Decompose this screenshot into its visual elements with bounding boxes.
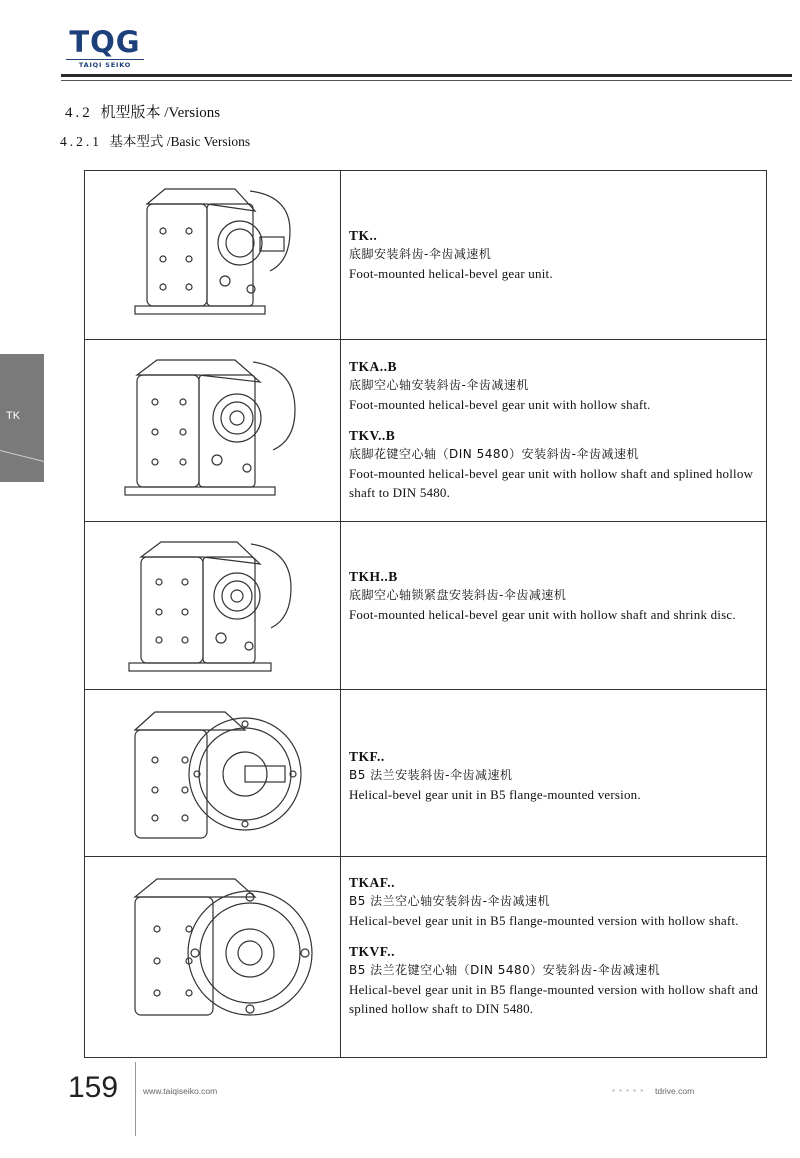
gear-unit-drawing-cell xyxy=(85,522,341,689)
gear-unit-drawing-cell xyxy=(85,340,341,521)
gear-unit-drawing-cell xyxy=(85,857,341,1057)
section-heading xyxy=(65,101,220,122)
model-code: TKA..B xyxy=(349,359,398,374)
header-divider xyxy=(61,74,792,77)
subsection-number: 4.2.1 xyxy=(60,134,102,149)
section-number: 4.2 xyxy=(65,105,93,121)
shrink-disc-gear-unit-drawing xyxy=(85,522,341,690)
table-row xyxy=(85,171,766,340)
description-en: Foot-mounted helical-bevel gear unit with hollow shaft and shrink disc. xyxy=(349,607,736,622)
side-tab-line xyxy=(0,450,44,465)
hollow-shaft-gear-unit-drawing xyxy=(85,340,341,522)
description-cell xyxy=(349,567,764,624)
page-number: 159 xyxy=(68,1071,119,1104)
table-row xyxy=(85,522,766,690)
subsection-heading xyxy=(60,130,250,150)
description-cn: B5 法兰安装斜齿-伞齿减速机 xyxy=(349,768,513,782)
versions-table xyxy=(84,170,767,1058)
logo-subtext: TAIQI SEIKO xyxy=(66,59,144,72)
foot-mounted-gear-unit-drawing xyxy=(85,171,341,340)
description-en: Helical-bevel gear unit in B5 flange-mounted version with hollow shaft and splined hollow shaft to DIN 5480. xyxy=(349,982,759,1016)
description-en: Foot-mounted helical-bevel gear unit. xyxy=(349,266,553,281)
header-divider-thin xyxy=(61,80,792,81)
model-code: TKF.. xyxy=(349,749,385,764)
model-code: TK.. xyxy=(349,228,378,243)
description-cell xyxy=(349,226,764,283)
subsection-title: 基本型式 /Basic Versions xyxy=(109,134,251,149)
description-en: Foot-mounted helical-bevel gear unit with hollow shaft and splined hollow shaft to DIN 5480. xyxy=(349,466,754,500)
section-title: 机型版本 /Versions xyxy=(100,105,221,121)
side-tab-label: TK xyxy=(6,410,21,422)
description-en: Helical-bevel gear unit in B5 flange-mounted version. xyxy=(349,787,641,802)
gear-unit-drawing-cell xyxy=(85,690,341,856)
logo-text: TQG xyxy=(69,25,141,59)
description-cell xyxy=(349,357,764,502)
company-logo xyxy=(66,26,144,72)
description-en: Foot-mounted helical-bevel gear unit with hollow shaft. xyxy=(349,397,651,412)
table-row xyxy=(85,857,766,1057)
table-row xyxy=(85,690,766,857)
footer-dots: ▪ ▪ ▪ ▪ ▪ xyxy=(612,1086,645,1095)
description-cn: 底脚安装斜齿-伞齿减速机 xyxy=(349,247,492,261)
flange-mounted-gear-unit-drawing xyxy=(85,690,341,857)
footer-website-right: tdrive.com xyxy=(655,1086,695,1096)
description-cell xyxy=(349,747,764,804)
footer-website: www.taiqiseiko.com xyxy=(143,1086,218,1096)
side-tab xyxy=(0,354,44,482)
description-en: Helical-bevel gear unit in B5 flange-mounted version with hollow shaft. xyxy=(349,913,739,928)
table-row xyxy=(85,340,766,522)
description-cell xyxy=(349,873,764,1018)
description-cn: B5 法兰花键空心轴（DIN 5480）安装斜齿-伞齿减速机 xyxy=(349,963,661,977)
description-cn: B5 法兰空心轴安装斜齿-伞齿减速机 xyxy=(349,894,551,908)
description-cn: 底脚空心轴锁紧盘安装斜齿-伞齿减速机 xyxy=(349,588,567,602)
footer-divider xyxy=(135,1062,136,1136)
description-cn: 底脚空心轴安装斜齿-伞齿减速机 xyxy=(349,378,529,392)
gear-unit-drawing-cell xyxy=(85,171,341,339)
model-code: TKH..B xyxy=(349,569,398,584)
hollow-flange-gear-unit-drawing xyxy=(85,857,341,1057)
model-code: TKAF.. xyxy=(349,875,396,890)
model-code: TKVF.. xyxy=(349,944,396,959)
model-code: TKV..B xyxy=(349,428,396,443)
description-cn: 底脚花键空心轴（DIN 5480）安装斜齿-伞齿减速机 xyxy=(349,447,639,461)
